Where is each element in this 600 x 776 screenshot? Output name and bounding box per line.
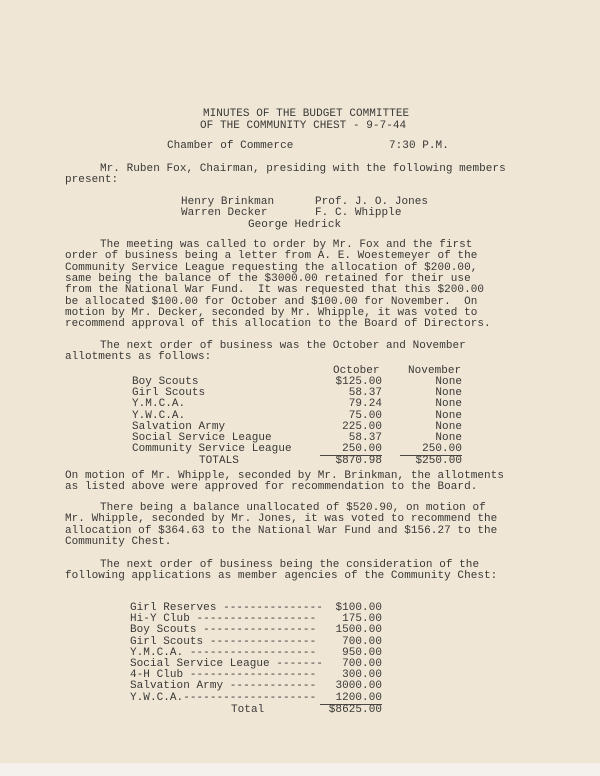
member: Henry Brinkman (181, 196, 275, 208)
application-amount: 1500.00 (335, 624, 382, 637)
member: F. C. Whipple (315, 207, 402, 219)
column-header-october: October (333, 365, 380, 377)
allotment-name: Salvation Army (132, 420, 226, 433)
paragraph-line: following applications as member agencies of the Community Chest: (65, 570, 498, 583)
member: Prof. J. O. Jones (315, 196, 429, 208)
application-name: Girl Scouts ---------------- (130, 635, 317, 648)
allotment-october: 58.37 (348, 432, 382, 444)
application-amount: 175.00 (342, 613, 382, 626)
allotment-november: None (435, 409, 462, 422)
allotment-november: None (435, 387, 462, 400)
application-amount: 300.00 (342, 669, 382, 682)
paragraph-line: The next order of business being the consideration of the (100, 559, 480, 571)
application-name: Salvation Army ------------- (130, 680, 317, 693)
application-amount: 1200.00 (320, 693, 382, 705)
paragraph-line: On motion of Mr. Whipple, seconded by Mr. Brinkman, the allotments (65, 470, 504, 482)
member: Warren Decker (181, 207, 268, 219)
application-amount: $100.00 (335, 602, 382, 614)
allotment-name: Boy Scouts (132, 376, 199, 388)
paragraph-line: Community Chest. (65, 535, 172, 548)
allotment-name: Social Service League (132, 432, 272, 444)
application-name: Hi-Y Club ------------------ (130, 613, 317, 626)
paragraph-line: There being a balance unallocated of $520.90, on motion of (100, 502, 486, 514)
allotment-november: None (435, 420, 462, 433)
paragraph-line: allotments as follows: (65, 351, 212, 364)
applications-total: $8625.00 (320, 704, 382, 716)
allotment-november: None (435, 432, 462, 444)
meeting-time: 7:30 P.M. (389, 140, 449, 152)
application-name: Boy Scouts ----------------- (130, 624, 317, 637)
total-november: $250.00 (400, 455, 462, 467)
application-name: Girl Reserves --------------- (130, 602, 323, 614)
allotment-november: None (435, 376, 462, 388)
paragraph-line: same being the balance of the $3000.00 retained for their use (65, 272, 471, 285)
paragraph-line: Mr. Whipple, seconded by Mr. Jones, it was voted to recommend the (65, 513, 498, 526)
allotment-october: 79.24 (348, 398, 382, 411)
allotment-name: Y.M.C.A. (132, 398, 186, 411)
column-header-november: November (408, 365, 462, 377)
total-october: $870.98 (320, 455, 382, 467)
application-name: 4-H Club ------------------- (130, 669, 317, 682)
paragraph-line: Community Service League requesting the allocation of $200.00, (65, 261, 478, 274)
intro-line: Mr. Ruben Fox, Chairman, presiding with the following members (100, 163, 506, 175)
paragraph-line: The meeting was called to order by Mr. Fox and the first (100, 239, 473, 251)
title-line-2: OF THE COMMUNITY CHEST - 9-7-44 (200, 120, 407, 132)
paragraph-line: as listed above were approved for recommendation to the Board. (65, 481, 478, 494)
totals-label: TOTALS (199, 455, 239, 467)
allotment-october: 225.00 (342, 420, 382, 433)
application-amount: 700.00 (342, 658, 382, 670)
allotment-october: $125.00 (335, 376, 382, 388)
intro-line: present: (65, 174, 119, 186)
application-name: Y.W.C.A.-------------------- (130, 691, 317, 704)
application-amount: 700.00 (342, 635, 382, 648)
paragraph-line: The next order of business was the October and November (100, 340, 466, 352)
allotment-name: Girl Scouts (132, 387, 206, 400)
allotment-october: 250.00 (320, 444, 382, 456)
application-name: Y.M.C.A. ------------------- (130, 646, 317, 659)
paragraph-line: motion by Mr. Decker, seconded by Mr. Whipple, it was voted to (65, 306, 478, 319)
applications-total-label: Total (231, 704, 265, 716)
allotment-october: 58.37 (348, 387, 382, 400)
application-amount: 3000.00 (335, 680, 382, 693)
paragraph-line: order of business being a letter from A. E. Woestemeyer of the (65, 250, 478, 263)
allotment-november: None (435, 398, 462, 411)
paragraph-line: allocation of $364.63 to the National War Fund and $156.27 to the (65, 524, 498, 537)
meeting-place: Chamber of Commerce (167, 140, 294, 152)
allotment-name: Community Service League (132, 443, 292, 456)
allotment-november: 250.00 (400, 444, 462, 456)
allotment-name: Y.W.C.A. (132, 409, 186, 422)
paragraph-line: recommend approval of this allocation to the Board of Directors. (65, 318, 491, 331)
paragraph-line: be allocated $100.00 for October and $100.00 for November. On (65, 295, 478, 308)
application-amount: 950.00 (342, 646, 382, 659)
title-line-1: MINUTES OF THE BUDGET COMMITTEE (203, 108, 410, 120)
paragraph-line: from the National War Fund. It was requested that this $200.00 (65, 284, 485, 297)
member: George Hedrick (248, 219, 342, 231)
application-name: Social Service League ------- (130, 658, 323, 670)
allotment-october: 75.00 (348, 409, 382, 422)
